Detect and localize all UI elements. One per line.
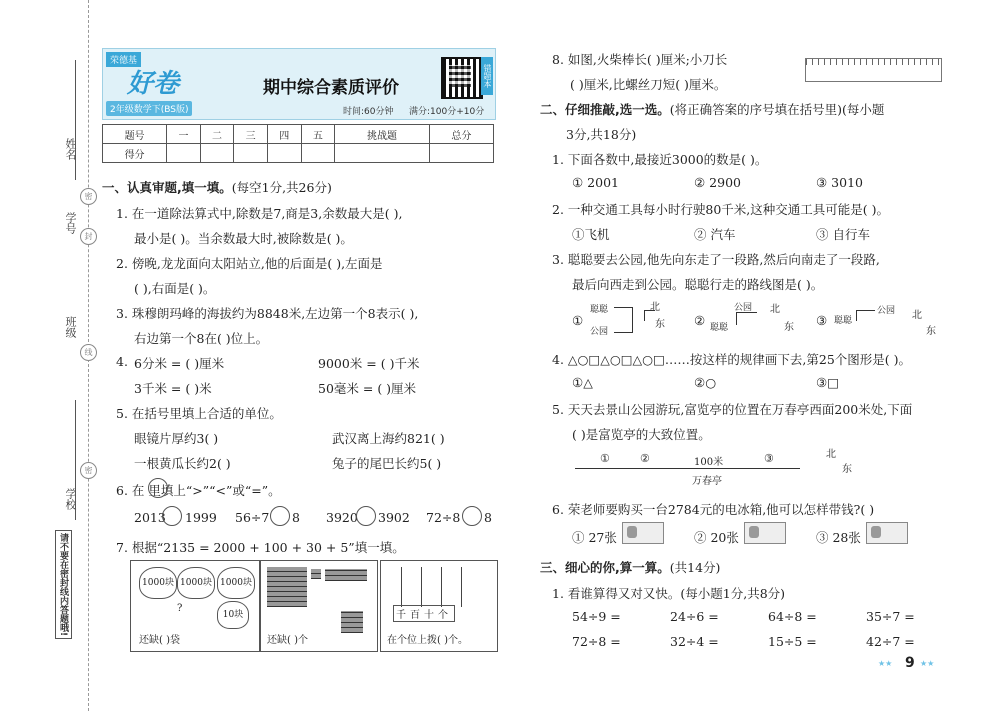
section-2-note: 3分,共18分) [566, 127, 637, 142]
east-label: 东 [842, 464, 852, 475]
route-option-num: ③ [816, 313, 828, 328]
abacus-figure [380, 560, 498, 652]
s2-q4-option: ①△ [572, 375, 593, 390]
compare-circle[interactable] [148, 478, 168, 498]
route-option-num: ② [694, 313, 706, 328]
brand-logo: 好卷 [127, 69, 180, 99]
abacus-base [393, 605, 455, 622]
cubes-figure [260, 560, 378, 652]
north-label: 北 [650, 302, 660, 313]
q6-expr: 72÷8 [426, 510, 461, 525]
calc-item: 72÷8 = [572, 634, 621, 649]
route-start-label: 聪聪 [590, 305, 609, 315]
exam-header [102, 48, 496, 120]
school-line [75, 400, 76, 520]
calc-item: 54÷9 = [572, 609, 621, 624]
q7-answer-3: 在个位上拨( )个。 [387, 635, 468, 646]
compare-circle[interactable] [356, 506, 376, 526]
q4-number: 4. [116, 354, 128, 369]
q5-item: 武汉离上海约821( ) [332, 431, 445, 446]
header-cell: 二 [200, 125, 234, 144]
q5-prompt: 5. 在括号里填上合适的单位。 [116, 406, 282, 421]
page-number: 9 [905, 655, 915, 671]
q4-item: 6分米 = ( )厘米 [134, 356, 225, 371]
score-table [102, 124, 494, 163]
q2-line1: 2. 傍晚,龙龙面向太阳站立,他的后面是( ),左面是 [116, 256, 383, 271]
score-cell[interactable] [267, 144, 301, 163]
header-cell: 三 [234, 125, 268, 144]
name-line [75, 60, 76, 180]
s2-q6: 6. 荣老师要购买一台2784元的电冰箱,他可以怎样带钱?( ) [552, 502, 875, 517]
q4-item: 3千米 = ( )米 [134, 381, 212, 396]
header-cell: 四 [267, 125, 301, 144]
compass-icon [644, 310, 655, 321]
number-line [575, 468, 800, 469]
q7-answer-1: 还缺( )袋 [139, 635, 180, 646]
score-row-label: 得分 [103, 144, 167, 163]
abacus-rod [441, 567, 442, 607]
header-cell: 挑战题 [335, 125, 430, 144]
q6-expr: 1999 [185, 510, 217, 525]
name-label: 姓名 [64, 138, 77, 160]
money-bag-icon: 1000块 [139, 567, 177, 599]
q5-item: 眼镜片厚约3( ) [134, 431, 219, 446]
seal-mark-4: 密 [80, 462, 97, 479]
s2-q1-option: ③ 3010 [816, 175, 863, 190]
q8-line1: 8. 如图,火柴棒长( )厘米;小刀长 [552, 52, 728, 67]
q6-expr: 3920 [326, 510, 358, 525]
q1-line2: 最小是( )。当余数最大时,被除数是( )。 [134, 231, 353, 246]
abacus-rod [421, 567, 422, 607]
q5-item: 一根黄瓜长约2( ) [134, 456, 231, 471]
hundred-flat-icon [311, 569, 321, 579]
east-label: 东 [784, 322, 794, 333]
route-path [856, 310, 875, 321]
point-label: ③ [764, 452, 774, 465]
compare-circle[interactable] [162, 506, 182, 526]
q6-expr: 2013 [134, 510, 166, 525]
route-end-label: 公园 [590, 327, 609, 337]
route-end-label: 公园 [734, 303, 753, 313]
s2-q1-option: ② 2900 [694, 175, 741, 190]
q1-line1: 1. 在一道除法算式中,除数是7,商是3,余数最大是( ), [116, 206, 403, 221]
banknote-icon [622, 522, 664, 544]
compare-circle[interactable] [270, 506, 290, 526]
score-cell[interactable] [200, 144, 234, 163]
q7-answer-2: 还缺( )个 [267, 635, 308, 646]
s2-q2-option: ② 汽车 [694, 227, 736, 242]
seal-mark-1: 密 [80, 188, 97, 205]
place-label: 百 [410, 610, 424, 621]
place-label: 个 [438, 610, 452, 621]
header-cell: 总分 [429, 125, 493, 144]
point-label: ① [600, 452, 610, 465]
thousand-cube-icon [267, 567, 307, 607]
number-label: 学号 [64, 212, 77, 234]
s2-q3-line1: 3. 聪聪要去公园,他先向东走了一段路,然后向南走了一段路, [552, 252, 880, 267]
route-path [736, 312, 757, 325]
place-label: 十 [424, 610, 438, 621]
q3-line1: 3. 珠穆朗玛峰的海拔约为8848米,左边第一个8表示( ), [116, 306, 419, 321]
east-label: 东 [655, 319, 665, 330]
banknote-icon [744, 522, 786, 544]
score-cell[interactable] [429, 144, 493, 163]
full-score-label: 满分:100分+10分 [409, 107, 485, 117]
seal-mark-3: 线 [80, 344, 97, 361]
s2-q6-option: ② 20张 [694, 530, 739, 545]
tens-rods-icon [325, 569, 367, 581]
s2-q1: 1. 下面各数中,最接近3000的数是( )。 [552, 152, 768, 167]
money-bags-figure [130, 560, 260, 652]
school-label: 学校 [64, 488, 77, 510]
s2-q4-option: ②○ [694, 375, 717, 390]
route-path [614, 307, 633, 333]
point-label: ② [640, 452, 650, 465]
exam-title: 期中综合素质评价 [263, 78, 399, 98]
s2-q6-option: ③ 28张 [816, 530, 861, 545]
money-bag-icon: 1000块 [177, 567, 215, 599]
calc-item: 64÷8 = [768, 609, 817, 624]
section-2-heading: 二、仔细推敲,选一选。(将正确答案的序号填在括号里)(每小题 [540, 102, 885, 117]
place-label: 万春亭 [692, 476, 722, 487]
s2-q2: 2. 一种交通工具每小时行驶80千米,这种交通工具可能是( )。 [552, 202, 890, 217]
score-table-header [103, 125, 494, 144]
section-1-heading: 一、认真审题,填一填。(每空1分,共26分) [102, 180, 332, 195]
s2-q2-option: ③ 自行车 [816, 227, 870, 242]
place-label: 千 [396, 610, 410, 621]
q8-line2: ( )厘米,比螺丝刀短( )厘米。 [570, 77, 727, 92]
score-cell[interactable] [335, 144, 430, 163]
q6-expr: 3902 [378, 510, 410, 525]
header-cell: 五 [301, 125, 335, 144]
scale-label: 100米 [694, 457, 724, 468]
abacus-rod [401, 567, 402, 607]
calc-item: 35÷7 = [866, 609, 915, 624]
q7-prompt: 7. 根据“2135 = 2000 + 100 + 30 + 5”填一填。 [116, 540, 405, 555]
s2-q5-line1: 5. 天天去景山公园游玩,富览亭的位置在万春亭西面200米处,下面 [552, 402, 913, 417]
header-cell: 题号 [103, 125, 167, 144]
route-start-label: 聪聪 [710, 323, 729, 333]
s2-q4: 4. △○□△○□△○□……按这样的规律画下去,第25个图形是( )。 [552, 352, 911, 367]
route-option-num: ① [572, 313, 584, 328]
time-label: 时间:60分钟 [343, 107, 394, 117]
north-label: 北 [770, 304, 780, 315]
q3-line2: 右边第一个8在( )位上。 [134, 331, 269, 346]
header-cell: 一 [167, 125, 201, 144]
q4-item: 9000米 = ( )千米 [318, 356, 420, 371]
binding-warning: 请不要在密封线内答题哦! [55, 530, 72, 639]
s2-q3-line2: 最后向西走到公园。聪聪行走的路线图是( )。 [572, 277, 824, 292]
question-mark: ? [177, 603, 183, 614]
north-label: 北 [912, 310, 922, 321]
abacus-rod [461, 567, 462, 607]
s3-q1: 1. 看谁算得又对又快。(每小题1分,共8分) [552, 586, 786, 601]
s2-q5-line2: ( )是富览亭的大致位置。 [572, 427, 711, 442]
q2-line2: ( ),右面是( )。 [134, 281, 216, 296]
grade-badge: 2年级数学下(BS版) [106, 101, 192, 116]
calc-item: 24÷6 = [670, 609, 719, 624]
score-cell[interactable] [301, 144, 335, 163]
score-cell[interactable] [167, 144, 201, 163]
north-label: 北 [826, 449, 836, 460]
class-label: 班级 [64, 316, 77, 338]
q6-expr: 8 [292, 510, 300, 525]
banknote-icon [866, 522, 908, 544]
calc-item: 42÷7 = [866, 634, 915, 649]
star-decoration-icon: ★★ [920, 659, 935, 668]
seal-mark-2: 封 [80, 228, 97, 245]
star-decoration-icon: ★★ [878, 659, 893, 668]
money-bag-icon: 1000块 [217, 567, 255, 599]
route-end-label: 公园 [877, 306, 896, 316]
q4-item: 50毫米 = ( )厘米 [318, 381, 417, 396]
brand-label: 荣德基 [106, 52, 141, 67]
q6-expr: 8 [484, 510, 492, 525]
s2-q1-option: ① 2001 [572, 175, 619, 190]
q6-expr: 56÷7 [235, 510, 270, 525]
money-bag-icon: 10块 [217, 601, 249, 629]
calc-item: 32÷4 = [670, 634, 719, 649]
error-book-tag: 错题本 [481, 57, 493, 95]
thousand-cube-icon [341, 611, 363, 633]
s2-q4-option: ③□ [816, 375, 840, 390]
route-start-label: 聪聪 [834, 316, 853, 326]
score-cell[interactable] [234, 144, 268, 163]
q5-item: 兔子的尾巴长约5( ) [332, 456, 442, 471]
compare-circle[interactable] [462, 506, 482, 526]
s2-q2-option: ①飞机 [572, 227, 610, 242]
ruler-figure [805, 58, 942, 82]
s2-q6-option: ① 27张 [572, 530, 617, 545]
calc-item: 15÷5 = [768, 634, 817, 649]
score-table-row [103, 144, 494, 163]
q6-prompt: 6. 在 里填上“>”“<”或“=”。 [116, 483, 281, 498]
section-3-heading: 三、细心的你,算一算。(共14分) [540, 560, 721, 575]
east-label: 东 [926, 326, 936, 337]
qr-code-icon[interactable] [441, 57, 483, 99]
